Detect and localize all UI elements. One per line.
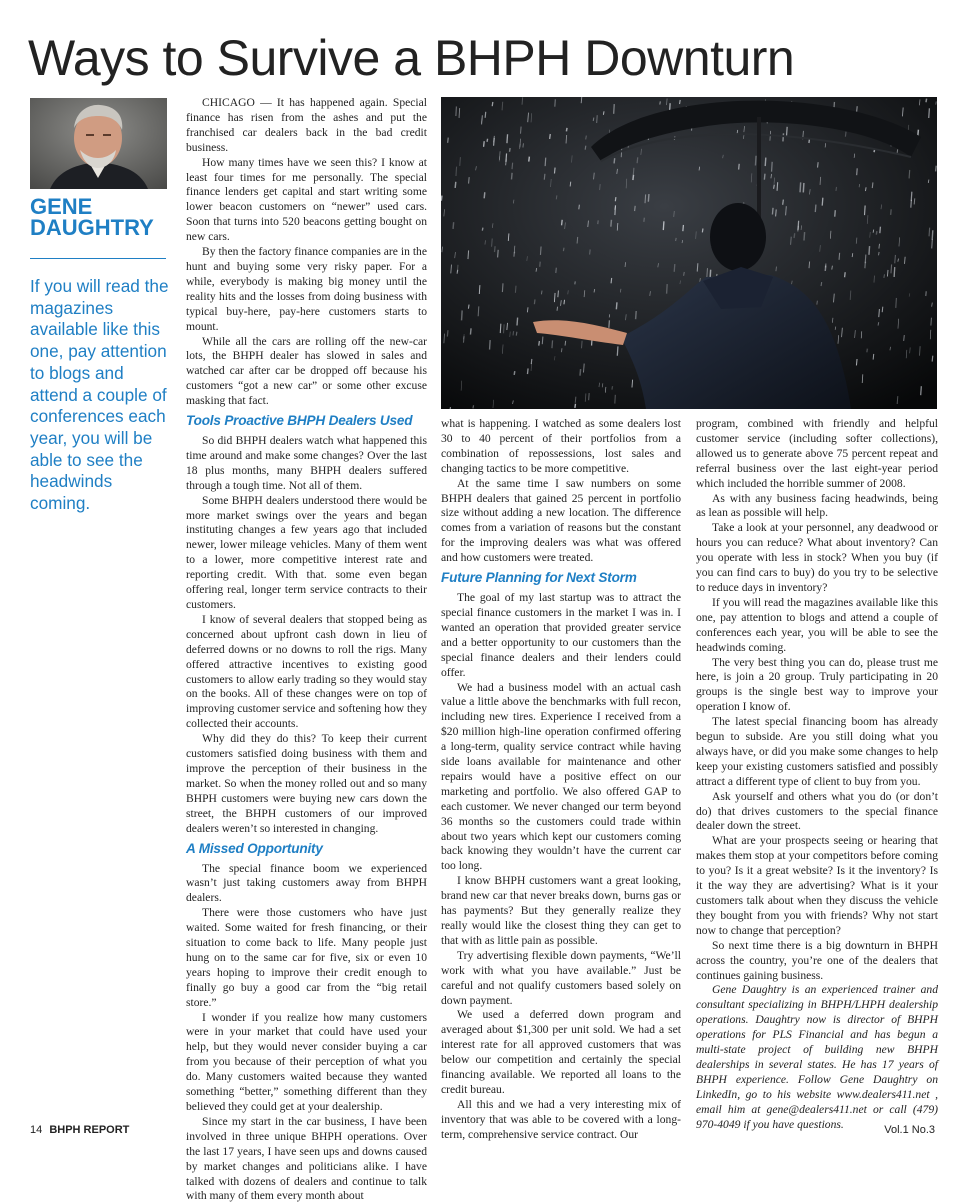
pull-quote: If you will read the magazines available like this one, pay attention to blogs and attend a couple of conferences each year, you will be able to see the headwinds coming. xyxy=(30,276,169,514)
paragraph: We had a business model with an actual cash value a little above the benchmarks with full recon, including new tires. Experience I received from a $20 million high-line operation confirmed offering a long-term, quality service contract while having side loans available for maintenance and other repairs would have a positive effect on our marketing and portfolio. We also offered GAP to each customer. We never changed our term beyond 36 months so the customers could trade within about two years which kept our customers coming back knowing they wouldn’t have the current car too long. xyxy=(441,680,681,873)
paragraph: How many times have we seen this? I know at least four times for me personally. The special finance lenders get capital and start writing some lower beacon customers on “newer” used cars. Soon that turns into 520 beacons getting bought on new cars. xyxy=(186,155,427,244)
issue-number: Vol.1 No.3 xyxy=(884,1124,935,1136)
paragraph: All this and we had a very interesting mix of inventory that was able to be covered with a long-term, comprehensive service contract. Our xyxy=(441,1097,681,1141)
section-heading: A Missed Opportunity xyxy=(186,840,323,856)
footer-left xyxy=(30,1124,129,1136)
author-bio: Gene Daughtry is an experienced trainer and consultant specializing in BHPH/LHPH dealership operations. Daughtry now is director of BHPH operations for PLS Financial and has begun a multi-state project of building new BHPH dealerships in several states. He has 17 years of BHPH experience. Follow Gene Daughtry on LinkedIn, go to his website www.dealers411.net , email him at gene@dealers411.net or call (479) 970-4049 if you have questions. xyxy=(696,983,938,1131)
paragraph: The very best thing you can do, please trust me here, is join a 20 group. Truly participating in 20 groups is the single best way to improve your operation I know of. xyxy=(696,655,938,714)
paragraph: Since my start in the car business, I have been involved in three unique BHPH operations. Over the last 17 years, I have seen ups and downs caused by market changes and politicians alike. I have talked with dozens of dealers and continue to talk with many of them every month about xyxy=(186,1114,427,1203)
column-3 xyxy=(696,417,938,1133)
page-number: 14 xyxy=(30,1124,43,1136)
paragraph: Some BHPH dealers understood there would be more market swings over the years and began instituting changes a few years ago that included newer, lower mileage vehicles. Many of them went to a lower, more competitive interest rate and reporting credit. With that. some even began offering real, longer term service contracts to their customers. xyxy=(186,493,427,611)
article-headline: Ways to Survive a BHPH Downturn xyxy=(28,30,795,86)
paragraph: I know BHPH customers want a great looking, brand new car that never breaks down, burns gas or has payments? But they generally realize they really would like the closest thing they can get to that with as little pain as possible. xyxy=(441,874,681,947)
paragraph: Ask yourself and others what you do (or don’t do) that drives customers to the special finance dealer down the street. xyxy=(696,789,938,833)
paragraph: CHICAGO — It has happened again. Special finance has risen from the ashes and put the franchised car dealers back in the bad credit business. xyxy=(186,96,427,154)
paragraph: We used a deferred down program and averaged about $1,300 per unit sold. We had a set interest rate for all approved customers that was below our competition and certainly the special financing available. We reported all loans to the credit bureau. xyxy=(441,1008,681,1096)
author-divider xyxy=(30,258,166,259)
paragraph: What are your prospects seeing or hearing that makes them stop at your competitors before coming to you? Is it a great website? Is it the inventory? Is it the way they are advertising? What is it your customers talk about when they discuss the vehicle they bought from you with friends? Why not start now to change that perception? xyxy=(696,834,938,937)
author-last-name: DAUGHTRY xyxy=(30,215,154,240)
paragraph: If you will read the magazines available like this one, pay attention to blogs and attend a couple of conferences each year, you will be able to see the headwinds coming. xyxy=(696,595,938,654)
paragraph: Why did they do this? To keep their current customers satisfied doing business with them and improve the perception of their business in the market. So when the money rolled out and so many BHPH customers were buying new cars down the street, the BHPH customers of our improved dealers weren’t so interested in changing. xyxy=(186,732,427,835)
paragraph: At the same time I saw numbers on some BHPH dealers that gained 25 percent in portfolio size without adding a new location. The difference comes from a variation of reasons but the constant for the improving dealers was what was offered and how customers were treated. xyxy=(441,476,681,565)
author-name xyxy=(30,196,170,238)
paragraph: I know of several dealers that stopped being as concerned about upfront cash down in lieu of deferred downs or no downs to roll the rigs. Many offered attractive incentives to existing good customers to allow early trading so they would stay on the books. All of these changes were on top of improving customer service and softening how they collected their accounts. xyxy=(186,612,427,731)
paragraph: So did BHPH dealers watch what happened this time around and make some changes? Over the last 18 plus months, many BHPH dealers suffered through a tough time. Not all of them. xyxy=(186,434,427,492)
paragraph: Take a look at your personnel, any deadwood or hours you can reduce? What about inventory? Can you operate with less in stock? When you buy (if you can find cars to buy) do you try to be selective to reduce days in inventory? xyxy=(696,521,938,594)
section-heading: Tools Proactive BHPH Dealers Used xyxy=(186,413,413,429)
column-1 xyxy=(186,96,427,1204)
paragraph: program, combined with friendly and helpful customer service (including softer collections), allowed us to generate above 75 percent repeat and referral business over the last eight-year period which included the horrible summer of 2008. xyxy=(696,417,938,490)
paragraph: There were those customers who have just waited. Some waited for fresh financing, or their situation to come back to life. Many people just hung on to the same car for five, six or even 10 years hoping to improve their credit enough to finally go buy a good car from the “big retail store.” xyxy=(186,906,427,1009)
man-with-umbrella-in-rain-image xyxy=(441,97,937,409)
paragraph: what is happening. I watched as some dealers lost 30 to 40 percent of their portfolios from a combination of repossessions, lost sales and changing tactics to be more competitive. xyxy=(441,417,681,475)
paragraph: So next time there is a big downturn in BHPH across the country, you’re one of the dealers that continues gaining business. xyxy=(696,938,938,982)
author-photo xyxy=(30,98,167,189)
paragraph: I wonder if you realize how many customers were in your market that could have used your help, but they would never consider buying a car from you because of their perception of what you do. Many customers waited because they wanted something “better,” something different than they believed they could get at your dealership. xyxy=(186,1010,427,1113)
paragraph: The latest special financing boom has already begun to subside. Are you still doing what you always have, or did you make some changes to help keep your existing customers satisfied and possibly attract a different type of client to buy from you. xyxy=(696,715,938,788)
paragraph: Try advertising flexible down payments, “We’ll work with what you have available.” Just be careful and not qualify customers based solely on down payment. xyxy=(441,948,681,1007)
rain-umbrella-photo xyxy=(441,97,937,409)
paragraph: The goal of my last startup was to attract the special finance customers in the market I was in. I wanted an operation that provided greater service and a better opportunity to our customers than the special finance dealers and their lenders could offer. xyxy=(441,591,681,679)
section-heading: Future Planning for Next Storm xyxy=(441,570,637,586)
author-portrait-image xyxy=(30,98,167,189)
publication-name: BHPH REPORT xyxy=(49,1124,130,1136)
paragraph: The special finance boom we experienced wasn’t just taking customers away from BHPH dealers. xyxy=(186,861,427,905)
column-2 xyxy=(441,417,681,1143)
paragraph: As with any business facing headwinds, being as lean as possible will help. xyxy=(696,491,938,520)
author-first-name: GENE xyxy=(30,194,93,219)
paragraph: By then the factory finance companies are in the hunt and buying some very risky paper. For a while, everybody is making big money until the reality hits and the losses from doing business with typical buy-here, pay-here customers starts to mount. xyxy=(186,245,427,333)
paragraph: While all the cars are rolling off the new-car lots, the BHPH dealer has slowed in sales and watched car after car be dropped off because his customers “got a new car” or some other excuse masking that fact. xyxy=(186,334,427,408)
